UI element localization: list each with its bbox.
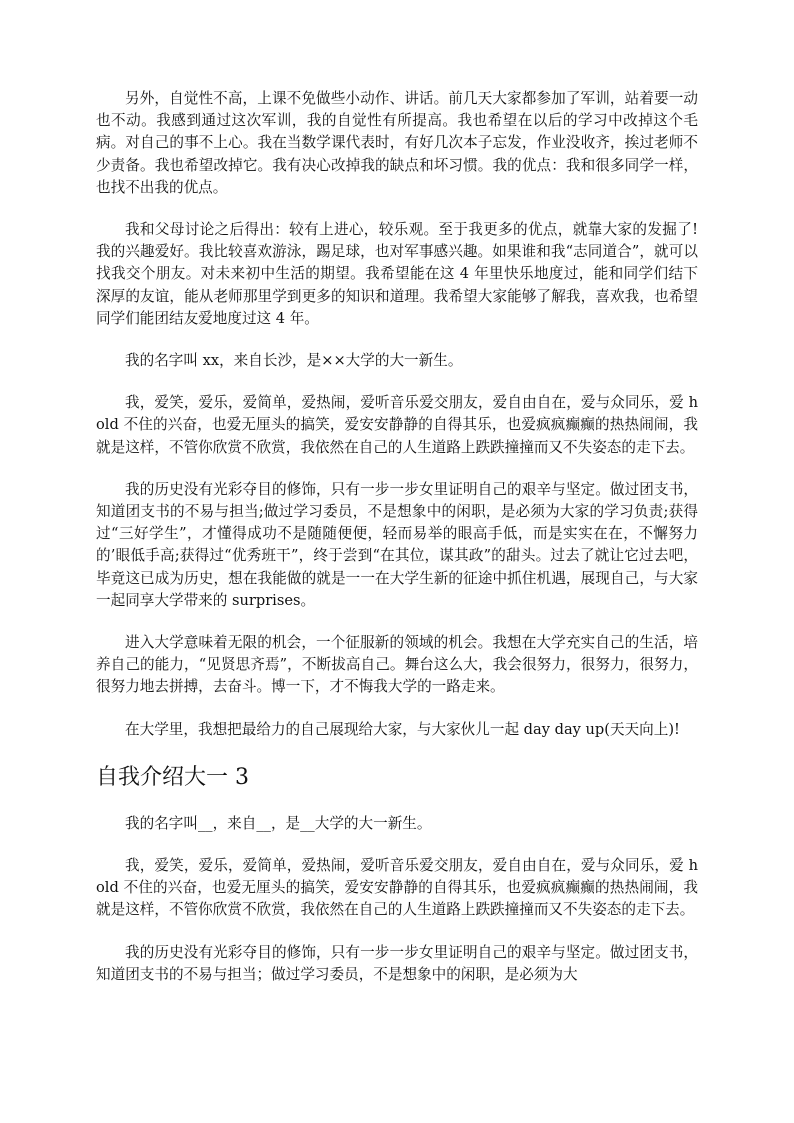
paragraph: 我的名字叫__，来自__，是__大学的大一新生。 bbox=[125, 814, 432, 832]
paragraph: 我，爱笑，爱乐，爱简单，爱热闹，爱听音乐爱交朋友，爱自由自在，爱与众同乐，爱 hold 不住的兴奋，也爱无厘头的搞笑，爱安安静静的自得其乐，也爱疯疯癫癫的热热闹闹，我就是这样，不管你欣赏不欣赏，我依然在自己的人生道路上跌跌撞撞而又不失姿态的走下去。 bbox=[96, 857, 698, 919]
paragraph: 我的历史没有光彩夺目的修饰，只有一步一步女里证明自己的艰辛与坚定。做过团支书，知道团支书的不易与担当;做过学习委员，不是想象中的闲职，是必须为大家的学习负责;获得过“三好学生”，才懂得成功不是随随便便，轻而易举的眼高手低，而是实实在在，不懈努力的’眼低手高;获得过“优秀班干”，终于尝到“在其位，谋其政”的甜头。过去了就让它过去吧，毕竟这已成为历史，想在我能做的就是一一在大学生新的征途中抓住机遇，展现自己，与大家一起同享大学带来的 surprises。 bbox=[96, 480, 698, 609]
paragraph: 我，爱笑，爱乐，爱简单，爱热闹，爱听音乐爱交朋友，爱自由自在，爱与众同乐，爱 hold 不住的兴奋，也爱无厘头的搞笑，爱安安静静的自得其乐，也爱疯疯癫癫的热热闹闹，我就是这样，不管你欣赏不欣赏，我依然在自己的人生道路上跌跌撞撞而又不失姿态的走下去。 bbox=[96, 394, 698, 456]
paragraph: 我和父母讨论之后得出：较有上进心，较乐观。至于我更多的优点，就靠大家的发掘了!我的兴趣爱好。我比较喜欢游泳，踢足球，也对军事感兴趣。如果谁和我“志同道合”，就可以找我交个朋友。对未来初中生活的期望。我希望能在这 4 年里快乐地度过，能和同学们结下深厚的友谊，能从老师那里学到更多的知识和道理。我希望大家能够了解我，喜欢我，也希望同学们能团结友爱地度过这 4 年。 bbox=[96, 221, 698, 327]
paragraph: 进入大学意味着无限的机会，一个征服新的领域的机会。我想在大学充实自己的生活，培养自己的能力，“见贤思齐焉”，不断拔高自己。舞台这么大，我会很努力，很努力，很努力，很努力地去拼搏，去奋斗。博一下，才不悔我大学的一路走来。 bbox=[96, 634, 698, 696]
document-page bbox=[96, 88, 698, 1006]
paragraph: 在大学里，我想把最给力的自己展现给大家，与大家伙儿一起 day day up(天天向上)! bbox=[125, 720, 680, 738]
section-heading: 自我介绍大一 3 bbox=[96, 764, 249, 790]
paragraph: 我的历史没有光彩夺目的修饰，只有一步一步女里证明自己的艰辛与坚定。做过团支书，知道团支书的不易与担当；做过学习委员，不是想象中的闲职，是必须为大 bbox=[96, 943, 698, 983]
paragraph: 另外，自觉性不高，上课不免做些小动作、讲话。前几天大家都参加了军训，站着要一动也不动。我感到通过这次军训，我的自觉性有所提高。我也希望在以后的学习中改掉这个毛病。对自己的事不上心。我在当数学课代表时，有好几次本子忘发，作业没收齐，挨过老师不少责备。我也希望改掉它。我有决心改掉我的缺点和坏习惯。我的优点：我和很多同学一样，也找不出我的优点。 bbox=[96, 90, 698, 196]
paragraph: 我的名字叫 xx，来自长沙，是××大学的大一新生。 bbox=[125, 352, 463, 370]
